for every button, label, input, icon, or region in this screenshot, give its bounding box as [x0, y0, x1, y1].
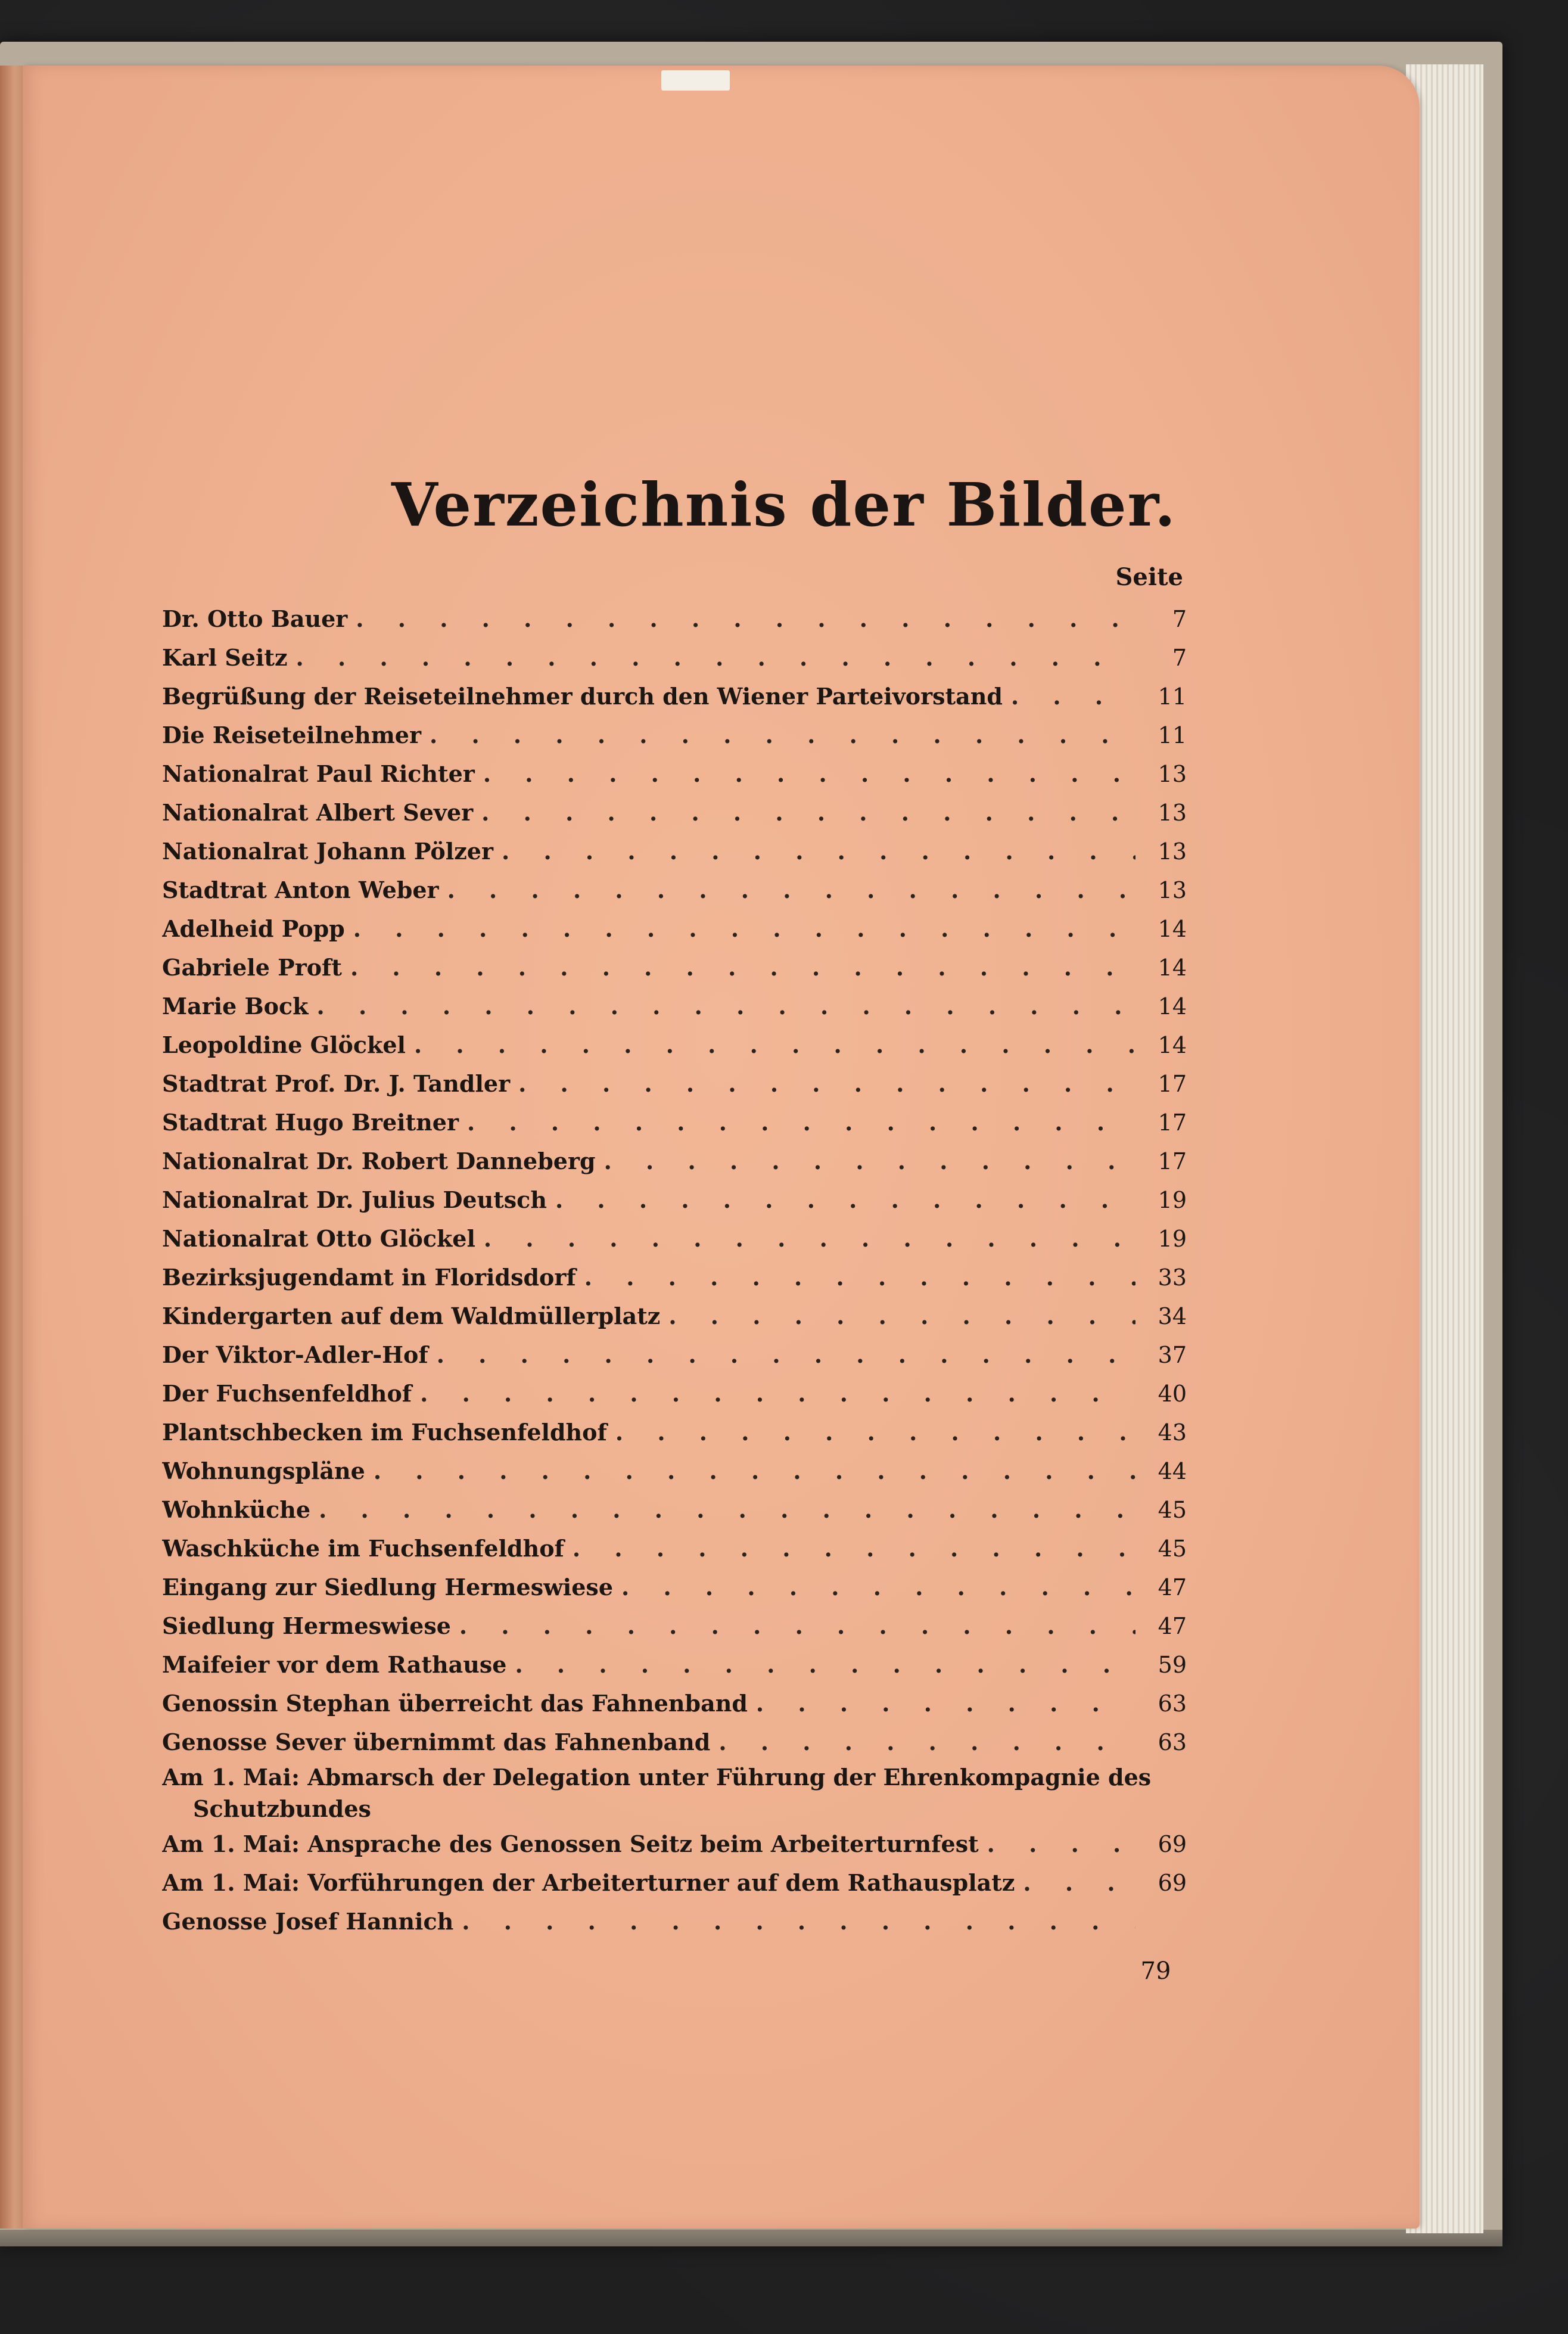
- toc-entry: [162, 1645, 1187, 1684]
- toc-entry-page: 11: [1158, 722, 1187, 748]
- dot-leader: [604, 1142, 1135, 1180]
- toc-entry: [162, 677, 1187, 716]
- toc-entry-label: Wohnungspläne: [162, 1457, 365, 1484]
- toc-entry-label: Maifeier vor dem Rathause: [162, 1651, 507, 1678]
- dot-leader: [756, 1684, 1135, 1723]
- toc-entry: [162, 909, 1187, 948]
- toc-entry-label: Plantschbecken im Fuchsenfeldhof: [162, 1419, 607, 1446]
- toc-entry-page: 34: [1158, 1303, 1187, 1329]
- dot-leader: [484, 1219, 1135, 1258]
- toc-entry-label: Nationalrat Paul Richter: [162, 760, 475, 787]
- toc-entry: [162, 832, 1187, 871]
- toc-entry: [162, 1335, 1187, 1374]
- dot-leader: [573, 1529, 1135, 1568]
- toc-entry-page: 37: [1158, 1342, 1187, 1368]
- toc-entry: [162, 1142, 1187, 1180]
- toc-entry: [162, 1025, 1187, 1064]
- toc-entry-label: Marie Bock: [162, 993, 309, 1020]
- dot-leader: [518, 1064, 1135, 1103]
- toc-entry-page: 59: [1158, 1652, 1187, 1678]
- cover-edge: [0, 2230, 1502, 2246]
- toc-entry-label: Genosse Josef Hannich: [162, 1908, 454, 1935]
- dot-leader: [467, 1103, 1135, 1142]
- toc-entry-page: 63: [1158, 1729, 1187, 1755]
- toc-entry-page: 43: [1158, 1419, 1187, 1446]
- previous-page-strip: [0, 66, 24, 2229]
- toc-entry-page: 17: [1158, 1071, 1187, 1097]
- toc-entry-page: 69: [1158, 1870, 1187, 1896]
- toc-entry-page: 17: [1158, 1109, 1187, 1136]
- dot-leader: [584, 1258, 1135, 1297]
- page-column-header: Seite: [1115, 563, 1183, 591]
- dot-leader: [420, 1374, 1135, 1413]
- paper-tab: [661, 70, 730, 91]
- dot-leader: [483, 754, 1135, 793]
- toc-entry: [162, 871, 1187, 909]
- toc-entry: [162, 1180, 1187, 1219]
- toc-entry-label: Waschküche im Fuchsenfeldhof: [162, 1535, 564, 1562]
- toc-entry-page: 63: [1158, 1690, 1187, 1717]
- dot-leader: [718, 1723, 1135, 1761]
- toc-entry: [162, 1452, 1187, 1490]
- toc-entry: [162, 1606, 1187, 1645]
- toc-entry: [162, 1529, 1187, 1568]
- dot-leader: [353, 909, 1135, 948]
- toc-entry-label: Stadtrat Anton Weber: [162, 877, 439, 903]
- toc-entry: [162, 1684, 1187, 1723]
- toc-entry-label: Begrüßung der Reiseteilnehmer durch den Wiener Parteivorstand: [162, 683, 1003, 710]
- toc-entry: [162, 1297, 1187, 1335]
- table-of-contents: [162, 599, 1187, 1941]
- toc-entry: [162, 1374, 1187, 1413]
- toc-entry-page: 13: [1158, 800, 1187, 826]
- toc-entry: [162, 1103, 1187, 1142]
- toc-entry-page: 13: [1158, 761, 1187, 787]
- toc-entry-page: 13: [1158, 838, 1187, 865]
- dot-leader: [987, 1825, 1135, 1863]
- dot-leader: [621, 1568, 1135, 1606]
- toc-entry: [162, 1761, 1187, 1825]
- toc-entry-label-continued: Schutzbundes: [193, 1795, 371, 1822]
- toc-entry: [162, 716, 1187, 754]
- toc-entry-page: 47: [1158, 1574, 1187, 1600]
- toc-entry-page: 17: [1158, 1148, 1187, 1174]
- toc-entry-page: 19: [1158, 1226, 1187, 1252]
- toc-entry-label: Nationalrat Dr. Robert Danneberg: [162, 1148, 596, 1174]
- toc-entry-page: 7: [1172, 645, 1187, 671]
- toc-entry: [162, 1219, 1187, 1258]
- toc-entry-label: Dr. Otto Bauer: [162, 605, 348, 632]
- toc-entry: [162, 638, 1187, 677]
- toc-entry-label: Leopoldine Glöckel: [162, 1031, 406, 1058]
- toc-entry-label: Wohnküche: [162, 1496, 311, 1523]
- toc-entry-label: Gabriele Proft: [162, 954, 342, 981]
- dot-leader: [1011, 677, 1135, 716]
- toc-entry-label: Genosse Sever übernimmt das Fahnenband: [162, 1729, 711, 1755]
- dot-leader: [1023, 1863, 1135, 1902]
- toc-entry-page: 7: [1172, 606, 1187, 632]
- toc-entry-label: Nationalrat Albert Sever: [162, 799, 474, 826]
- toc-entry-label: Siedlung Hermeswiese: [162, 1612, 451, 1639]
- dot-leader: [555, 1180, 1135, 1219]
- toc-entry-page: 45: [1158, 1497, 1187, 1523]
- toc-entry-page: 14: [1158, 1032, 1187, 1058]
- toc-entry-label: Nationalrat Dr. Julius Deutsch: [162, 1186, 547, 1213]
- toc-entry-label: Am 1. Mai: Ansprache des Genossen Seitz beim Arbeiterturnfest: [162, 1830, 979, 1857]
- toc-entry-page: 14: [1158, 955, 1187, 981]
- dot-leader: [430, 716, 1135, 754]
- toc-entry-page: 14: [1158, 916, 1187, 942]
- toc-entry-label: Am 1. Mai: Vorführungen der Arbeiterturner auf dem Rathausplatz: [162, 1869, 1015, 1896]
- dot-leader: [316, 987, 1135, 1025]
- toc-entry-label: Der Viktor-Adler-Hof: [162, 1341, 428, 1368]
- page-title: Verzeichnis der Bilder.: [391, 470, 1177, 540]
- toc-entry: [162, 754, 1187, 793]
- dot-leader: [481, 793, 1135, 832]
- toc-entry-label: Stadtrat Prof. Dr. J. Tandler: [162, 1070, 511, 1097]
- toc-entry: [162, 1064, 1187, 1103]
- toc-entry: [162, 599, 1187, 638]
- dot-leader: [437, 1335, 1135, 1374]
- toc-entry-label: Nationalrat Otto Glöckel: [162, 1225, 475, 1252]
- dot-leader: [502, 832, 1135, 871]
- toc-entry-label: Die Reiseteilnehmer: [162, 722, 421, 748]
- toc-entry: [162, 1568, 1187, 1606]
- toc-entry: [162, 793, 1187, 832]
- toc-entry-page: 45: [1158, 1536, 1187, 1562]
- toc-entry: [162, 1902, 1187, 1941]
- toc-entry-page: 44: [1158, 1458, 1187, 1484]
- toc-entry: [162, 1863, 1187, 1902]
- toc-entry-label: Genossin Stephan überreicht das Fahnenband: [162, 1690, 748, 1717]
- dot-leader: [615, 1413, 1135, 1452]
- toc-entry-page: 47: [1158, 1613, 1187, 1639]
- toc-entry-label: Stadtrat Hugo Breitner: [162, 1109, 459, 1136]
- toc-entry: [162, 1723, 1187, 1761]
- toc-entry: [162, 948, 1187, 987]
- dot-leader: [515, 1645, 1135, 1684]
- toc-entry-page: 14: [1158, 993, 1187, 1020]
- toc-entry-page: 19: [1158, 1187, 1187, 1213]
- toc-entry-page: 13: [1158, 877, 1187, 903]
- toc-entry: [162, 1258, 1187, 1297]
- toc-entry-page: 11: [1158, 683, 1187, 710]
- dot-leader: [350, 948, 1135, 987]
- toc-entry: [162, 1490, 1187, 1529]
- dot-leader: [447, 871, 1135, 909]
- dot-leader: [459, 1606, 1135, 1645]
- toc-entry-label: Am 1. Mai: Abmarsch der Delegation unter Führung der Ehrenkompagnie des: [162, 1764, 1152, 1791]
- toc-entry-page: 69: [1158, 1831, 1187, 1857]
- toc-entry: [162, 1413, 1187, 1452]
- dot-leader: [668, 1297, 1135, 1335]
- dot-leader: [356, 599, 1135, 638]
- toc-entry-label: Kindergarten auf dem Waldmüllerplatz: [162, 1303, 661, 1329]
- dot-leader: [462, 1902, 1135, 1941]
- dot-leader: [296, 638, 1135, 677]
- toc-entry: [162, 1825, 1187, 1863]
- dot-leader: [374, 1452, 1135, 1490]
- toc-entry-label: Eingang zur Siedlung Hermeswiese: [162, 1574, 613, 1600]
- toc-entry-page: 33: [1158, 1264, 1187, 1291]
- toc-entry: [162, 987, 1187, 1025]
- toc-entry-label: Nationalrat Johann Pölzer: [162, 838, 493, 865]
- dot-leader: [319, 1490, 1135, 1529]
- toc-entry-label: Karl Seitz: [162, 644, 288, 671]
- toc-entry-label: Der Fuchsenfeldhof: [162, 1380, 412, 1407]
- toc-entry-continuation: [162, 1793, 1187, 1825]
- toc-entry-label: Adelheid Popp: [162, 915, 345, 942]
- page-number: 79: [1140, 1957, 1171, 1985]
- toc-entry-label: Bezirksjugendamt in Floridsdorf: [162, 1264, 576, 1291]
- dot-leader: [414, 1025, 1135, 1064]
- toc-entry-page: 40: [1158, 1381, 1187, 1407]
